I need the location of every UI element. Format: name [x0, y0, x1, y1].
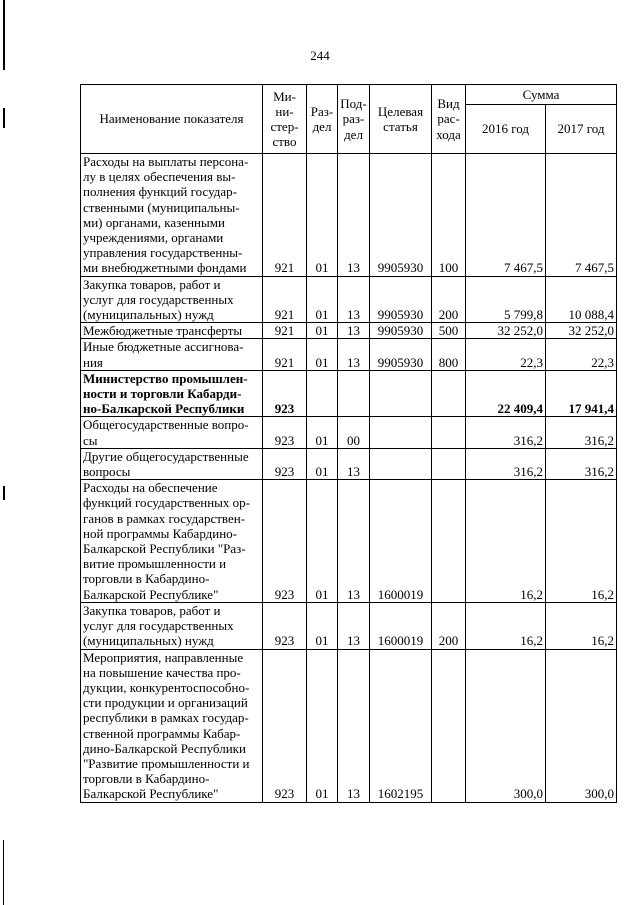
row-amount-2017: 300,0	[546, 649, 617, 802]
row-ministry: 923	[263, 649, 307, 802]
row-expense-type	[432, 480, 466, 603]
row-expense-type: 800	[432, 339, 466, 370]
row-amount-2017: 16,2	[546, 602, 617, 649]
header-year-2017: 2017 год	[546, 105, 617, 154]
left-margin-line	[3, 0, 5, 70]
row-section: 01	[307, 154, 338, 277]
row-amount-2016: 7 467,5	[466, 154, 546, 277]
row-subsection: 13	[338, 448, 370, 479]
header-expense-type: Вид рас- хода	[432, 85, 466, 154]
row-amount-2017: 10 088,4	[546, 276, 617, 323]
row-article: 9905930	[370, 276, 432, 323]
header-sum: Сумма	[466, 85, 617, 105]
row-subsection: 13	[338, 276, 370, 323]
row-section: 01	[307, 323, 338, 339]
row-expense-type	[432, 649, 466, 802]
row-amount-2017: 316,2	[546, 417, 617, 448]
table-row	[81, 649, 617, 802]
row-amount-2017: 32 252,0	[546, 323, 617, 339]
row-subsection: 13	[338, 480, 370, 603]
page-number: 244	[310, 48, 330, 63]
row-article	[370, 448, 432, 479]
row-subsection: 13	[338, 649, 370, 802]
row-subsection: 00	[338, 417, 370, 448]
row-expense-type: 200	[432, 602, 466, 649]
row-subsection: 13	[338, 154, 370, 277]
row-article	[370, 417, 432, 448]
row-name: Расходы на выплаты персона- лу в целях обеспечения вы- полнения функций государ- ственными (муниципальны- ми) органами, казенными учреждениями, органами управления государственны- ми внебюджетными фондами	[81, 154, 263, 277]
row-ministry: 923	[263, 602, 307, 649]
row-article: 9905930	[370, 323, 432, 339]
row-article: 1600019	[370, 480, 432, 603]
left-margin-line	[3, 486, 5, 500]
row-expense-type: 500	[432, 323, 466, 339]
row-name: Закупка товаров, работ и услуг для государственных (муниципальных) нужд	[81, 602, 263, 649]
row-expense-type	[432, 370, 466, 417]
left-margin-line	[3, 840, 4, 905]
header-article: Целевая статья	[370, 85, 432, 154]
row-amount-2016: 16,2	[466, 602, 546, 649]
row-ministry: 921	[263, 154, 307, 277]
row-article: 1600019	[370, 602, 432, 649]
budget-table	[80, 84, 617, 803]
row-amount-2017: 316,2	[546, 448, 617, 479]
table-row	[81, 417, 617, 448]
row-amount-2016: 300,0	[466, 649, 546, 802]
row-section: 01	[307, 339, 338, 370]
table-row	[81, 480, 617, 603]
row-expense-type: 100	[432, 154, 466, 277]
row-ministry: 923	[263, 370, 307, 417]
row-ministry: 923	[263, 448, 307, 479]
row-article: 9905930	[370, 339, 432, 370]
header-year-2016: 2016 год	[466, 105, 546, 154]
row-section	[307, 370, 338, 417]
row-section: 01	[307, 602, 338, 649]
row-amount-2016: 316,2	[466, 417, 546, 448]
row-subsection: 13	[338, 602, 370, 649]
header-section: Раз- дел	[307, 85, 338, 154]
row-article: 9905930	[370, 154, 432, 277]
row-expense-type	[432, 417, 466, 448]
row-name: Закупка товаров, работ и услуг для государственных (муниципальных) нужд	[81, 276, 263, 323]
row-expense-type: 200	[432, 276, 466, 323]
row-amount-2017: 22,3	[546, 339, 617, 370]
table-row	[81, 339, 617, 370]
table-row	[81, 276, 617, 323]
row-section: 01	[307, 649, 338, 802]
row-subsection: 13	[338, 339, 370, 370]
row-section: 01	[307, 480, 338, 603]
table-row	[81, 448, 617, 479]
row-amount-2016: 316,2	[466, 448, 546, 479]
row-amount-2016: 5 799,8	[466, 276, 546, 323]
row-ministry: 921	[263, 323, 307, 339]
row-amount-2016: 22,3	[466, 339, 546, 370]
row-section: 01	[307, 276, 338, 323]
row-expense-type	[432, 448, 466, 479]
row-name: Министерство промышлен- ности и торговли Кабарди- но-Балкарской Республики	[81, 370, 263, 417]
row-name: Межбюджетные трансферты	[81, 323, 263, 339]
header-ministry: Ми- ни- стер- ство	[263, 85, 307, 154]
row-section: 01	[307, 417, 338, 448]
table-row	[81, 154, 617, 277]
row-name: Мероприятия, направленные на повышение качества про- дукции, конкурентоспособно- сти продукции и организаций республики в рамках государ- ственной программы Кабар- дино-Балкарской Республики "Развитие промышленности и торговли в Кабардино- Балкарской Республике"	[81, 649, 263, 802]
header-subsection: Под- раз- дел	[338, 85, 370, 154]
row-amount-2017: 16,2	[546, 480, 617, 603]
left-margin-line	[3, 108, 5, 128]
table-row	[81, 323, 617, 339]
row-amount-2017: 7 467,5	[546, 154, 617, 277]
row-article	[370, 370, 432, 417]
header-name: Наименование показателя	[81, 85, 263, 154]
table-row	[81, 370, 617, 417]
row-ministry: 923	[263, 417, 307, 448]
row-subsection	[338, 370, 370, 417]
row-amount-2016: 32 252,0	[466, 323, 546, 339]
row-ministry: 921	[263, 339, 307, 370]
row-amount-2016: 22 409,4	[466, 370, 546, 417]
row-article: 1602195	[370, 649, 432, 802]
row-amount-2017: 17 941,4	[546, 370, 617, 417]
row-section: 01	[307, 448, 338, 479]
row-name: Другие общегосударственные вопросы	[81, 448, 263, 479]
row-name: Расходы на обеспечение функций государственных ор- ганов в рамках государствен- ной программы Кабардино- Балкарской Республики "Раз- витие промышленности и торговли в Кабардино- Балкарской Республике"	[81, 480, 263, 603]
row-amount-2016: 16,2	[466, 480, 546, 603]
row-subsection: 13	[338, 323, 370, 339]
table-row	[81, 602, 617, 649]
row-ministry: 923	[263, 480, 307, 603]
row-name: Общегосударственные вопро- сы	[81, 417, 263, 448]
row-ministry: 921	[263, 276, 307, 323]
row-name: Иные бюджетные ассигнова- ния	[81, 339, 263, 370]
